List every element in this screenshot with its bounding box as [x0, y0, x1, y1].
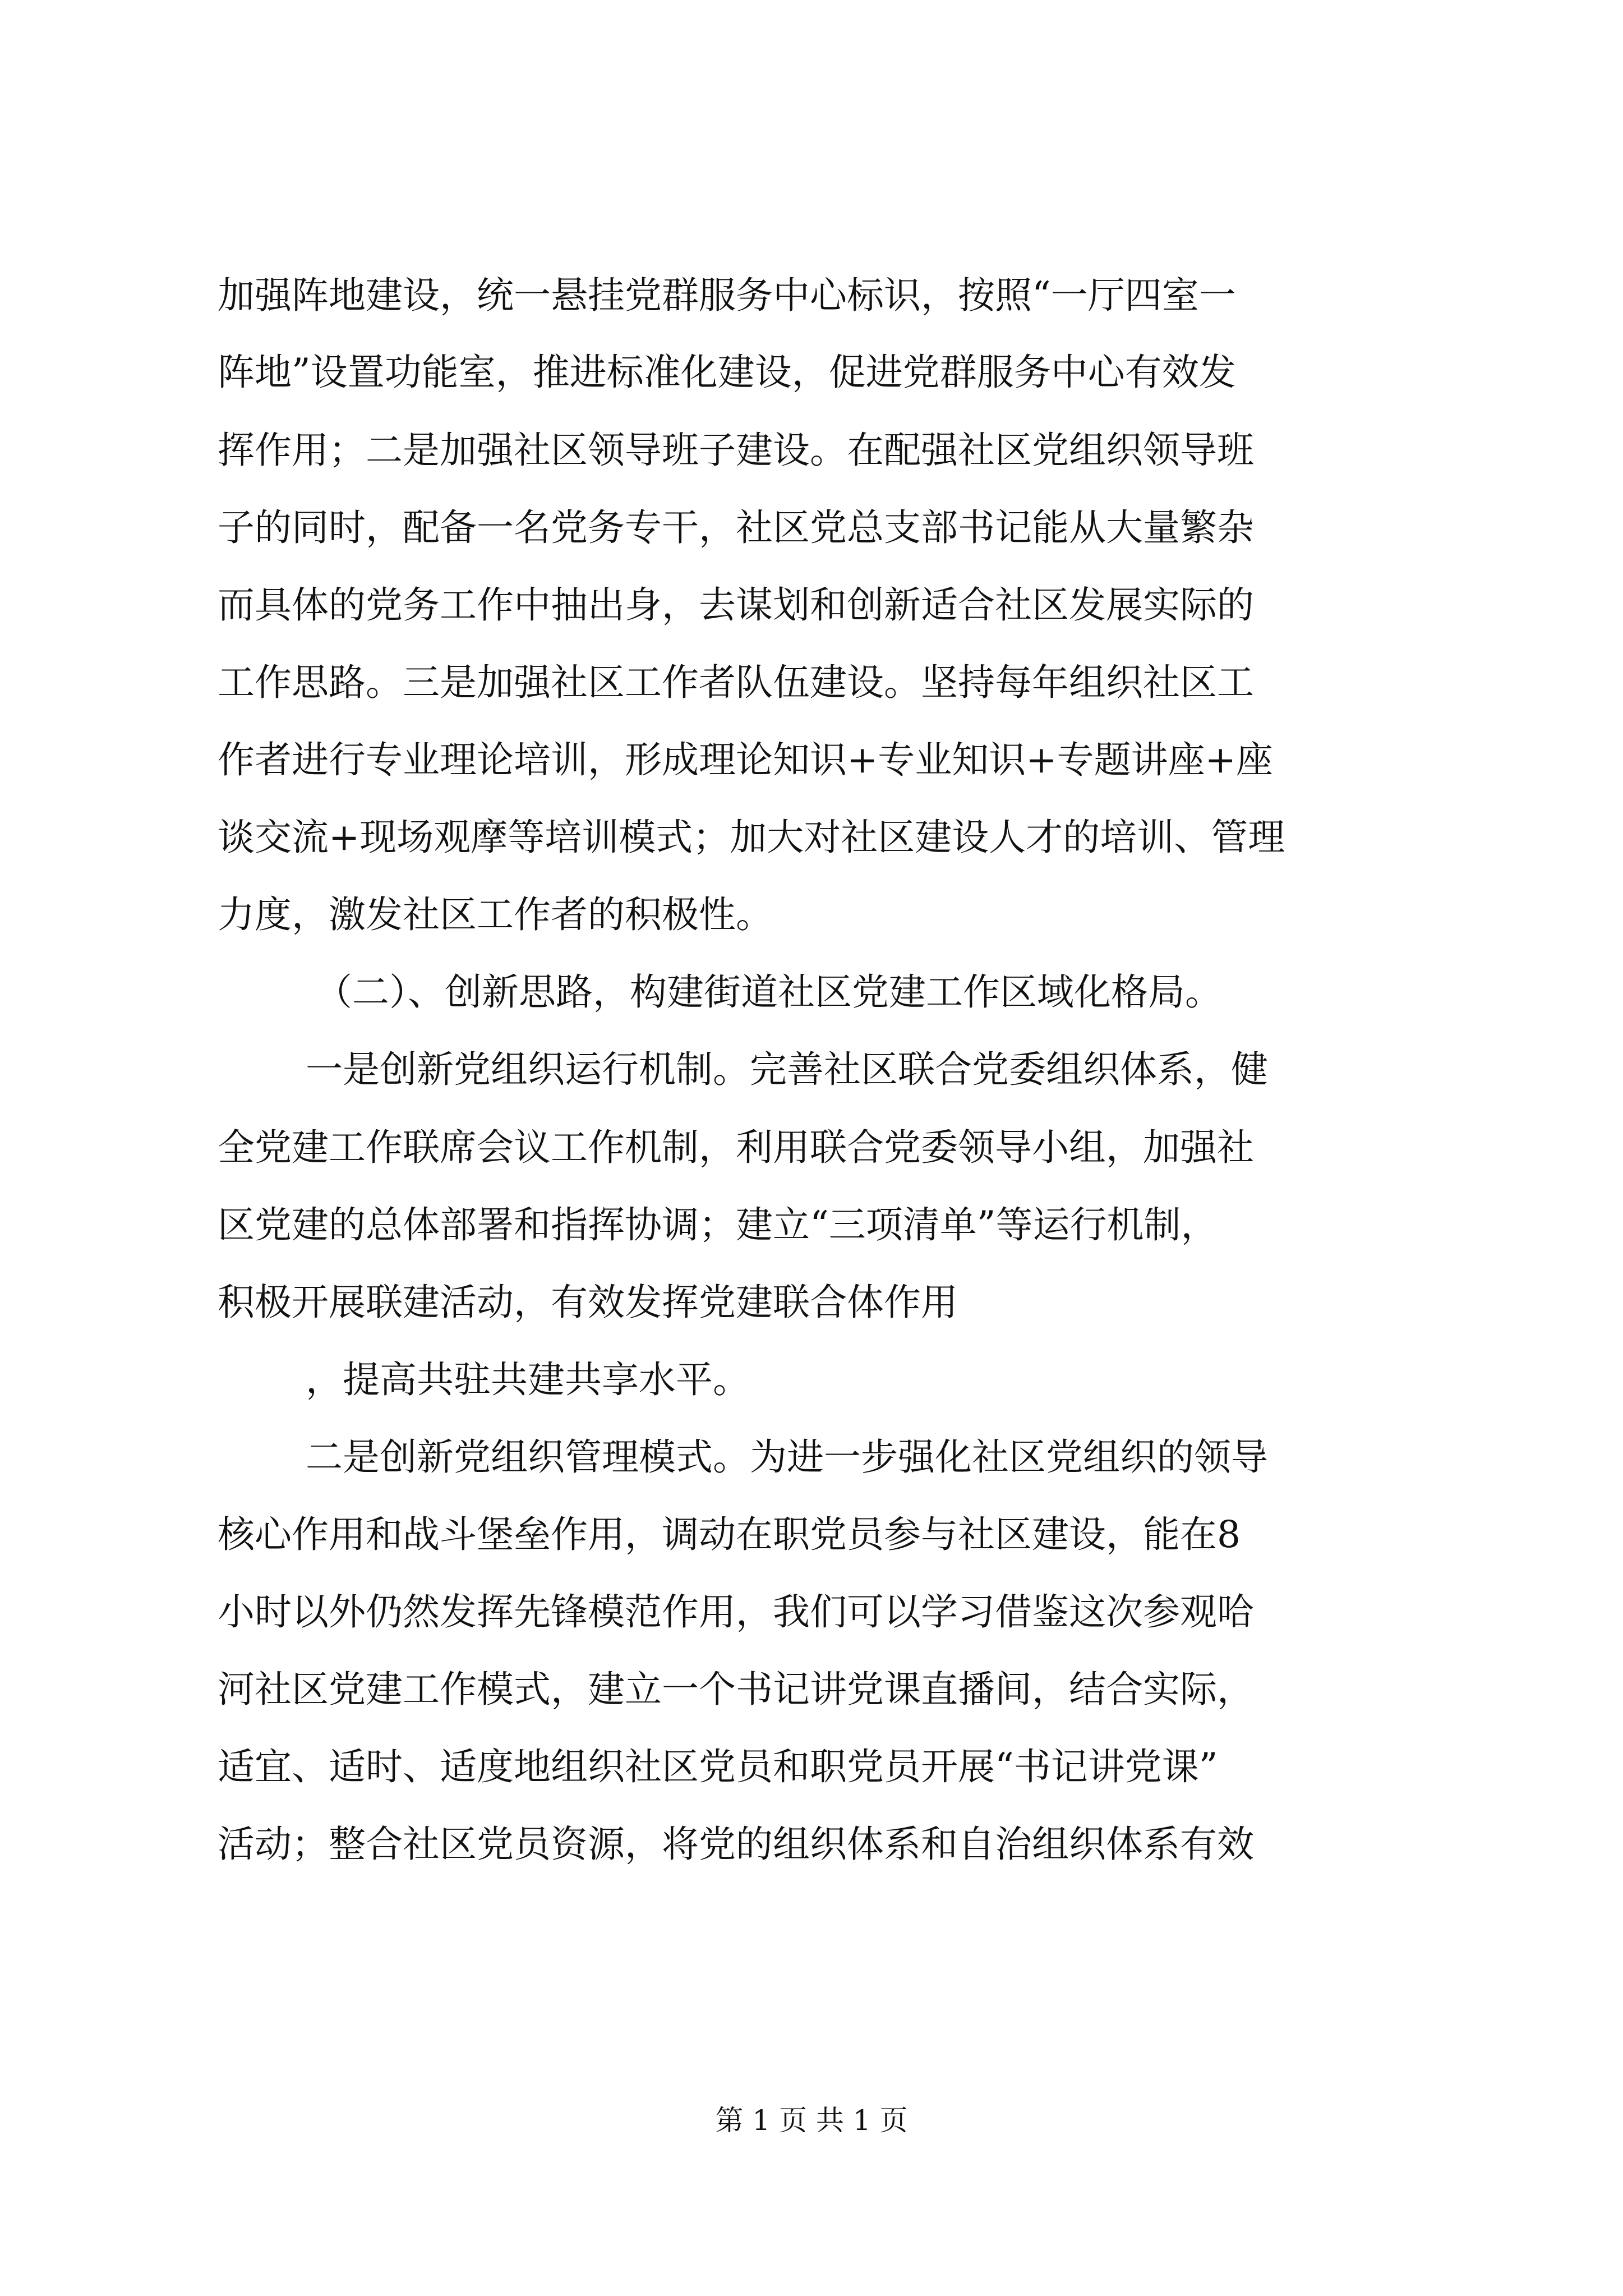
text-line: 一是创新党组织运行机制。完善社区联合党委组织体系，健: [306, 1048, 1268, 1091]
text-line: 河社区党建工作模式，建立一个书记讲党课直播间，结合实际，: [218, 1668, 1254, 1711]
text-line: 工作思路。三是加强社区工作者队伍建设。坚持每年组织社区工: [218, 661, 1254, 704]
text-line: 活动；整合社区党员资源，将党的组织体系和自治组织体系有效: [218, 1823, 1254, 1866]
text-line: 积极开展联建活动，有效发挥党建联合体作用: [218, 1281, 958, 1324]
text-line: 挥作用；二是加强社区领导班子建设。在配强社区党组织领导班: [218, 429, 1254, 472]
text-line: 适宜、适时、适度地组织社区党员和职党员开展“书记讲党课”: [218, 1745, 1218, 1788]
text-line: 全党建工作联席会议工作机制，利用联合党委领导小组，加强社: [218, 1126, 1254, 1169]
text-line: 加强阵地建设，统一悬挂党群服务中心标识，按照“一厅四室一: [218, 274, 1236, 317]
text-line: 子的同时，配备一名党务专干，社区党总支部书记能从大量繁杂: [218, 506, 1254, 549]
section-heading: （二）、创新思路，构建街道社区党建工作区域化格局。: [315, 970, 1222, 1014]
page-footer: 第 1 页 共 1 页: [715, 2104, 908, 2137]
text-line: 二是创新党组织管理模式。为进一步强化社区党组织的领导: [306, 1435, 1268, 1479]
text-line: 谈交流+现场观摩等培训模式；加大对社区建设人才的培训、管理: [218, 816, 1285, 859]
text-line: 核心作用和战斗堡垒作用，调动在职党员参与社区建设，能在8: [218, 1513, 1241, 1556]
text-line: 而具体的党务工作中抽出身，去谋划和创新适合社区发展实际的: [218, 583, 1254, 627]
text-line: 作者进行专业理论培训，形成理论知识+专业知识+专题讲座+座: [218, 738, 1273, 781]
text-line: 力度，激发社区工作者的积极性。: [218, 893, 773, 936]
text-line: 阵地”设置功能室，推进标准化建设，促进党群服务中心有效发: [218, 351, 1236, 394]
text-line: 小时以外仍然发挥先锋模范作用，我们可以学习借鉴这次参观哈: [218, 1590, 1254, 1634]
text-line: ，提高共驻共建共享水平。: [306, 1358, 750, 1401]
text-line: 区党建的总体部署和指挥协调；建立“三项清单”等运行机制，: [218, 1203, 1218, 1246]
